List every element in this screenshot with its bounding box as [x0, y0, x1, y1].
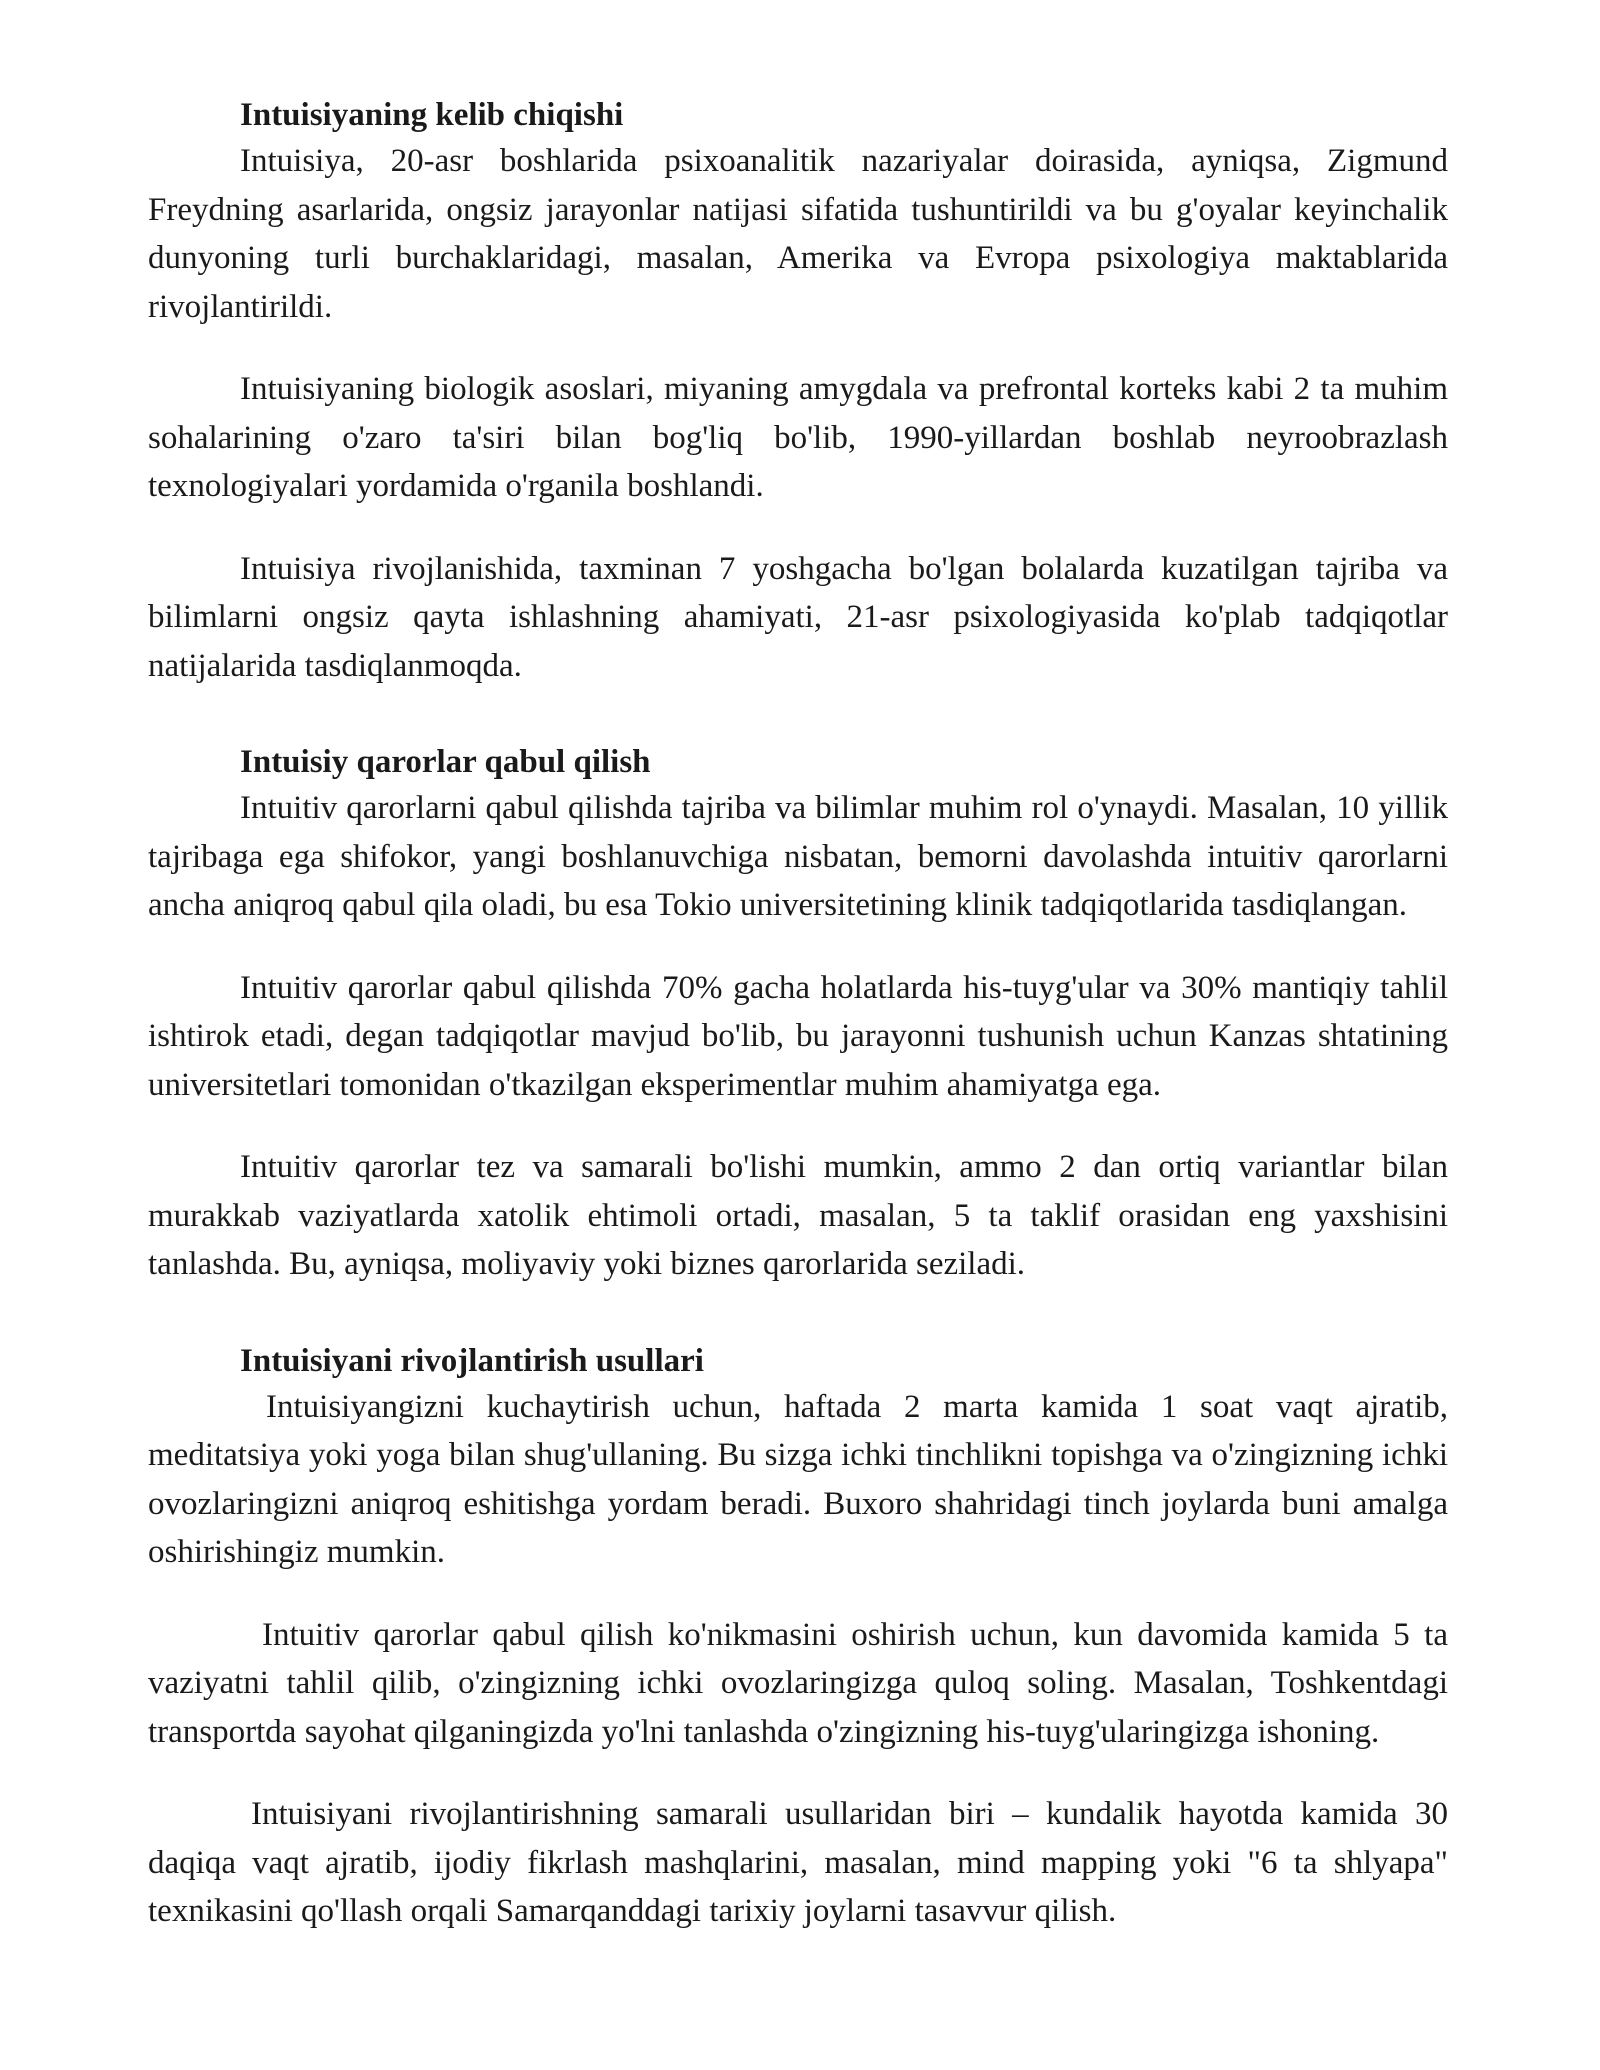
paragraph: Intuisiya rivojlanishida, taxminan 7 yoshgacha bo'lgan bolalarda kuzatilgan tajriba va bilimlarni ongsiz qayta ishlashning ahamiyati, 21-asr psixologiyasida ko'plab tadqiqotlar natijalarida tasdiqlanmoqda. [148, 550, 1448, 684]
paragraph: Intuitiv qarorlar qabul qilish ko'nikmasini oshirish uchun, kun davomida kamida 5 ta vaziyatni tahlil qilib, o'zingizning ichki ovozlaringizga quloq soling. Masalan, Toshkentdagi transportda sayohat qilganingizda yo'lni tanlashda o'zingizning his-tuyg'ularingizga ishoning. [148, 1616, 1448, 1750]
paragraph: Intuitiv qarorlar qabul qilishda 70% gacha holatlarda his-tuyg'ular va 30% mantiqiy tahlil ishtirok etadi, degan tadqiqotlar mavjud bo'lib, bu jarayonni tushunish uchun Kanzas shtatining universitetlari tomonidan o'tkazilgan eksperimentlar muhim ahamiyatga ega. [148, 969, 1448, 1103]
section-heading-origin: Intuisiyaning kelib chiqishi [240, 97, 624, 133]
document-page [148, 95, 1448, 1936]
paragraph: Intuisiyangizni kuchaytirish uchun, haftada 2 marta kamida 1 soat vaqt ajratib, meditatsiya yoki yoga bilan shug'ullaning. Bu sizga ichki tinchlikni topishga va o'zingizning ichki ovozlaringizni aniqroq eshitishga yordam beradi. Buxoro shahridagi tinch joylarda buni amalga oshirishingiz mumkin. [148, 1388, 1448, 1570]
section-heading-methods: Intuisiyani rivojlantirish usullari [240, 1342, 704, 1379]
paragraph: Intuisiyaning biologik asoslari, miyaning amygdala va prefrontal korteks kabi 2 ta muhim sohalarining o'zaro ta'siri bilan bog'liq bo'lib, 1990-yillardan boshlab neyroobrazlash texnologiyalari yordamida o'rganila boshlandi. [148, 371, 1448, 504]
paragraph: Intuisiyani rivojlantirishning samarali usullaridan biri – kundalik hayotda kamida 30 daqiqa vaqt ajratib, ijodiy fikrlash mashqlarini, masalan, mind mapping yoki "6 ta shlyapa" texnikasini qo'llash orqali Samarqanddagi tarixiy joylarni tasavvur qilish. [148, 1796, 1448, 1929]
paragraph: Intuisiya, 20-asr boshlarida psixoanalitik nazariyalar doirasida, ayniqsa, Zigmund Freydning asarlarida, ongsiz jarayonlar natijasi sifatida tushuntirildi va bu g'oyalar keyinchalik dunyoning turli burchaklaridagi, masalan, Amerika va Evropa psixologiya maktablarida rivojlantirildi. [148, 143, 1448, 325]
paragraph: Intuitiv qarorlarni qabul qilishda tajriba va bilimlar muhim rol o'ynaydi. Masalan, 10 yillik tajribaga ega shifokor, yangi boshlanuvchiga nisbatan, bemorni davolashda intuitiv qarorlarni ancha aniqroq qabul qila oladi, bu esa Tokio universitetining klinik tadqiqotlarida tasdiqlangan. [148, 790, 1448, 923]
paragraph: Intuitiv qarorlar tez va samarali bo'lishi mumkin, ammo 2 dan ortiq variantlar bilan murakkab vaziyatlarda xatolik ehtimoli ortadi, masalan, 5 ta taklif orasidan eng yaxshisini tanlashda. Bu, ayniqsa, moliyaviy yoki biznes qarorlarida seziladi. [148, 1149, 1448, 1282]
section-heading-decisions: Intuisiy qarorlar qabul qilish [240, 744, 651, 780]
